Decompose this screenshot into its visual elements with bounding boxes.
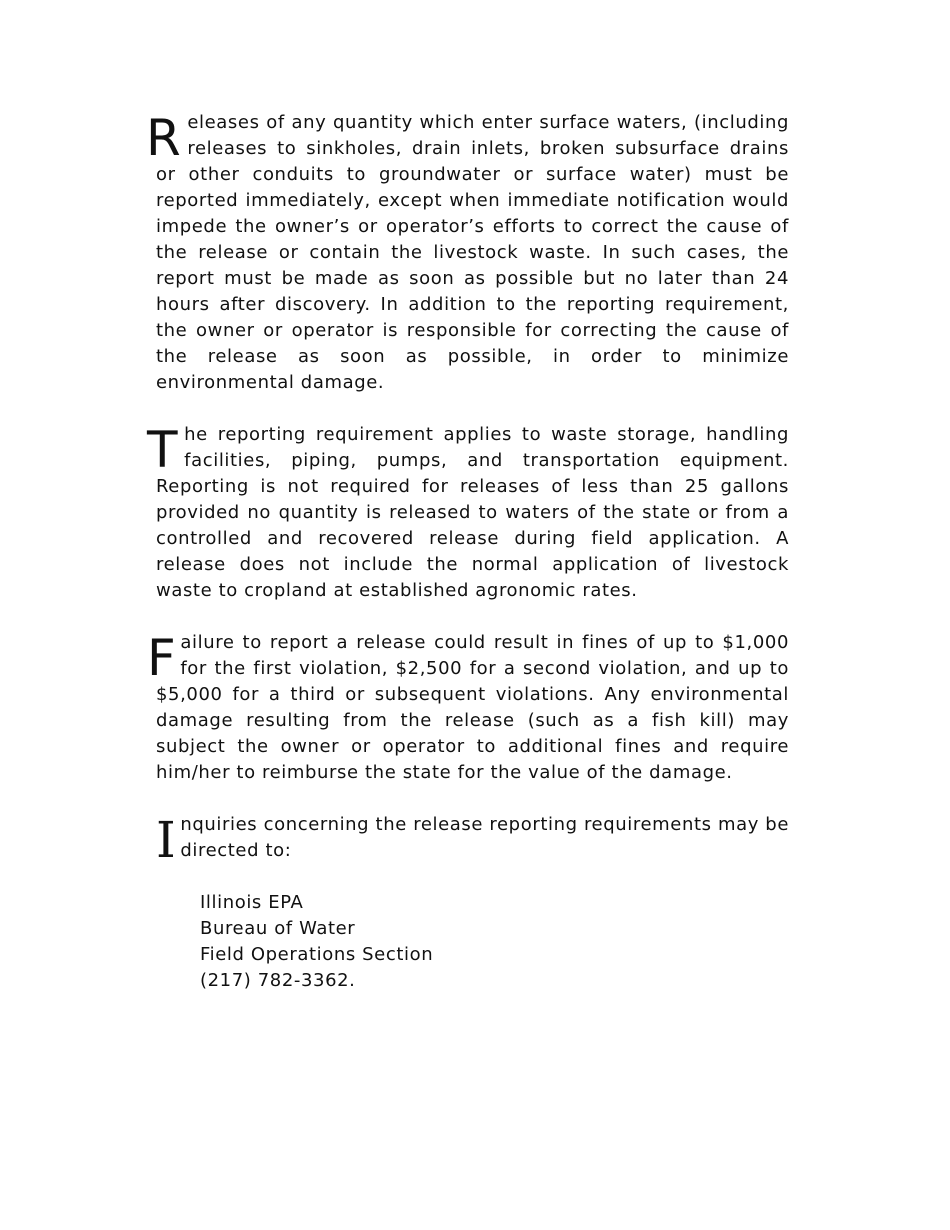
drop-cap-t: T [147,421,179,479]
document-page [146,109,789,994]
paragraph-inquiries-text: nquiries concerning the release reporting requirements may be directed to: [180,814,789,861]
address-agency: Illinois EPA [200,892,304,913]
paragraph-releases-text: eleases of any quantity which enter surface waters, (including releases to sinkholes, drain inlets, broken subsurface drains or other conduits to groundwater or surface water) must be reported immediately, except when immediate notification would impede the owner’s or operator’s efforts to correct the cause of the release or contain the livestock waste. In such cases, the report must be made as soon as possible but no later than 24 hours after discovery. In addition to the reporting requirement, the owner or operator is responsible for correcting the cause of the release as soon as possible, in order to minimize environmental damage. [156,112,789,393]
paragraph-reporting-requirement-text: he reporting requirement applies to waste storage, handling facilities, piping, pumps, and transportation equipment. Reporting is not required for releases of less than 25 gallons provided no quantity is released to waters of the state or from a controlled and recovered release during field application. A release does not include the normal application of livestock waste to cropland at established agronomic rates. [156,424,789,601]
paragraph-reporting-requirement [147,421,789,604]
paragraph-releases [146,109,789,396]
address-phone: (217) 782-3362. [200,970,356,991]
contact-address [200,890,789,994]
paragraph-failure-to-report [147,629,789,786]
paragraph-failure-to-report-text: ailure to report a release could result in fines of up to $1,000 for the first violation, $2,500 for a second violation, and up to $5,000 for a third or subsequent violations. Any environmental damage resulting from the release (such as a fish kill) may subject the owner or operator to additional fines and require him/her to reimburse the state for the value of the damage. [156,632,789,783]
drop-cap-i: I [156,811,177,869]
drop-cap-r: R [146,109,182,167]
address-section: Field Operations Section [200,944,434,965]
address-bureau: Bureau of Water [200,918,356,939]
drop-cap-f: F [147,629,177,687]
paragraph-inquiries [156,811,789,869]
